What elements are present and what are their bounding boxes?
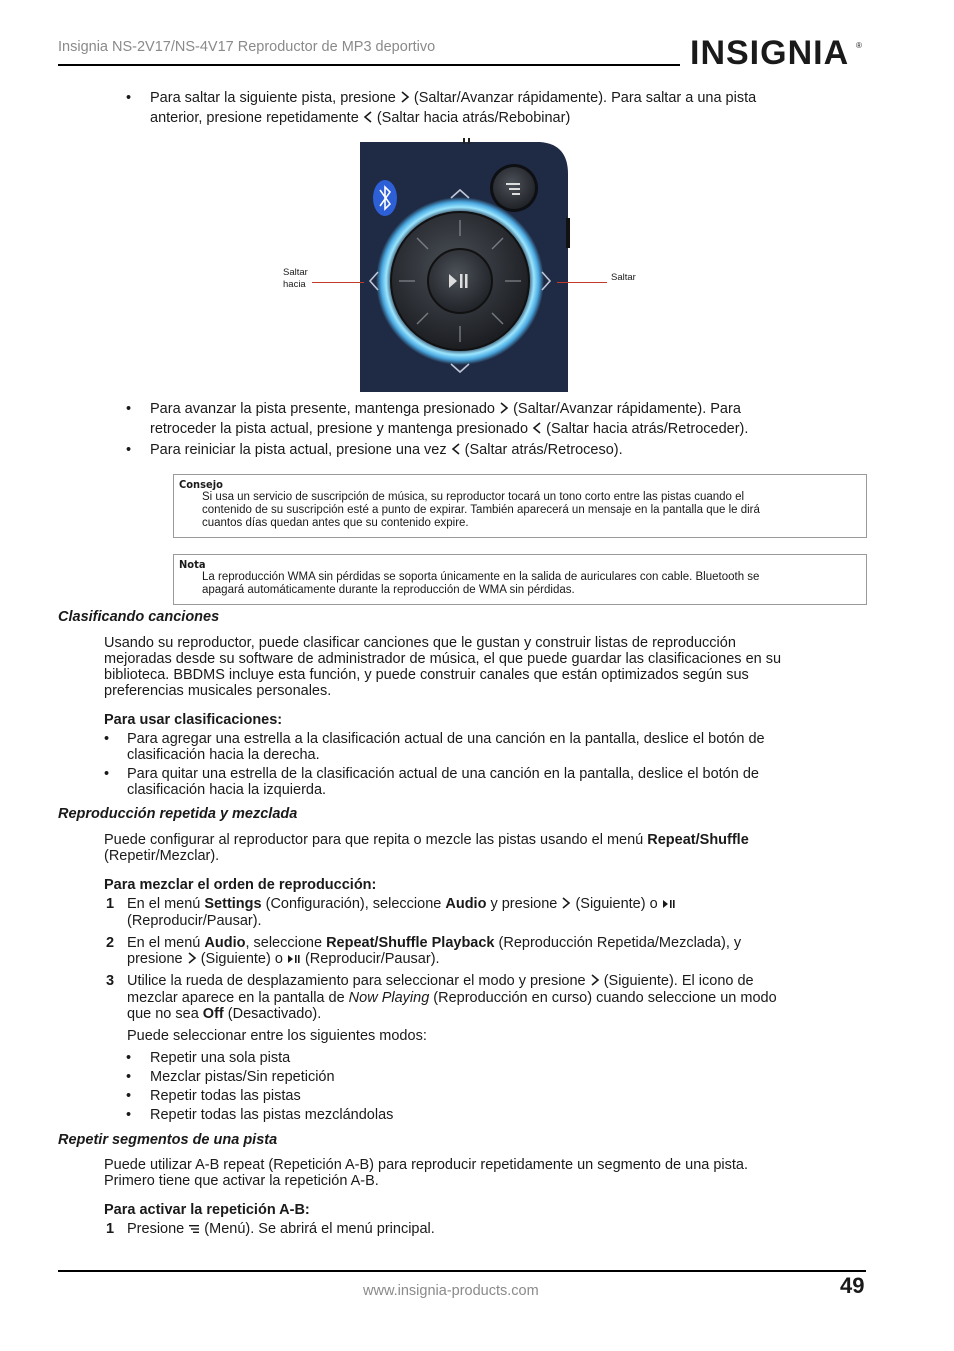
page-number: 49	[840, 1273, 865, 1298]
header-rule	[58, 64, 680, 66]
bullet-dot: •	[126, 90, 132, 106]
bullet-restart: Para reiniciar la pista actual, presione una vez (Saltar atrás/Retroceso).	[150, 442, 623, 458]
chevron-left-icon	[363, 111, 373, 127]
text: anterior, presione repetidamente	[150, 110, 359, 126]
play-pause-icon	[662, 897, 676, 913]
callout-line-right	[557, 282, 607, 283]
step-number: 1	[106, 1221, 115, 1237]
chevron-right-icon	[590, 974, 600, 990]
callout-label-left: Saltar hacia	[283, 267, 308, 290]
logo-wordmark: INSIGNIA	[690, 34, 850, 72]
text: (Saltar/Avanzar rápidamente). Para saltar a una pista	[413, 90, 757, 106]
shuffle-step-1: En el menú Settings (Configuración), seleccione Audio y presione (Siguiente) o (Reproducir/Pausar).	[127, 896, 857, 929]
list-item: • Repetir una sola pista	[126, 1050, 291, 1066]
menu-icon	[188, 1222, 200, 1238]
tip-text: Si usa un servicio de suscripción de música, su reproductor tocará un tono corto entre las pistas cuando el contenido de su suscripción esté a punto de expirar. También aparecerá un mensaje en la pantalla que le dirá cuantos días quedan antes que su contenido expire.	[202, 491, 760, 529]
intro-bullet	[150, 90, 850, 127]
list-item: • Repetir todas las pistas	[126, 1088, 301, 1104]
modes-list	[126, 1050, 826, 1126]
play-pause-icon	[287, 952, 301, 968]
section-heading-repeat: Reproducción repetida y mezclada	[58, 806, 298, 822]
ab-paragraph: Puede utilizar A-B repeat (Repetición A-B) para reproducir repetidamente un segmento de una pista. Primero tiene que activar la repetición A-B.	[104, 1157, 749, 1189]
tip-box	[173, 474, 867, 538]
logo-registered-mark: ®	[856, 41, 862, 50]
footer-url[interactable]: www.insignia-products.com	[363, 1283, 539, 1299]
bullet-dot: •	[126, 401, 132, 417]
chevron-left-icon	[451, 443, 461, 459]
rating-bullet-add: Para agregar una estrella a la clasificación actual de una canción en la pantalla, deslice el botón de clasificación hacia la derecha.	[127, 731, 765, 763]
text: Para saltar la siguiente pista, presione	[150, 90, 396, 106]
bullet-advance: Para avanzar la pista presente, mantenga presionado (Saltar/Avanzar rápidamente). Para retroceder la pista actual, presione y mantenga presionado (Saltar hacia atrás/Retroceder).	[150, 401, 749, 437]
shuffle-subhead: Para mezclar el orden de reproducción:	[104, 877, 377, 893]
ab-step-1: Presione (Menú). Se abrirá el menú principal.	[127, 1221, 435, 1237]
section-heading-rating: Clasificando canciones	[58, 609, 220, 625]
rating-bullet-remove: Para quitar una estrella de la clasificación actual de una canción en la pantalla, deslice el botón de clasificación hacia la izquierda.	[127, 766, 759, 798]
section-heading-ab: Repetir segmentos de una pista	[58, 1132, 278, 1148]
tip-title: Consejo	[179, 478, 223, 491]
step-number: 1	[106, 896, 115, 912]
note-box	[173, 554, 867, 605]
note-title: Nota	[179, 558, 206, 571]
callout-line-left	[312, 282, 364, 283]
chevron-right-icon	[400, 91, 410, 107]
device-figure	[360, 138, 570, 394]
bullet-dot: •	[104, 766, 110, 782]
list-item: • Mezclar pistas/Sin repetición	[126, 1069, 335, 1085]
footer-rule	[58, 1270, 866, 1272]
callout-label-right: Saltar	[611, 272, 636, 283]
step-number: 3	[106, 973, 115, 989]
list-item: • Repetir todas las pistas mezclándolas	[126, 1107, 394, 1123]
shuffle-step-3: Utilice la rueda de desplazamiento para seleccionar el modo y presione (Siguiente). El icono de mezclar aparece en la pantalla de Now Playing (Reproducción en curso) cuando seleccione un modo que no sea Off (Desactivado). Puede seleccionar entre los siguientes modos:	[127, 973, 857, 1044]
insignia-logo	[688, 26, 864, 74]
ab-subhead: Para activar la repetición A-B:	[104, 1202, 310, 1218]
rating-subhead: Para usar clasificaciones:	[104, 712, 283, 728]
bullet-dot: •	[104, 731, 110, 747]
bullet-dot: •	[126, 442, 132, 458]
repeat-paragraph: Puede configurar al reproductor para que repita o mezcle las pistas usando el menú Repeat/Shuffle (Repetir/Mezclar).	[104, 832, 749, 864]
chevron-right-icon	[561, 897, 571, 913]
step-number: 2	[106, 935, 115, 951]
chevron-left-icon	[532, 422, 542, 438]
modes-intro: Puede seleccionar entre los siguientes modos:	[127, 1028, 427, 1044]
header-title: Insignia NS-2V17/NS-4V17 Reproductor de MP3 deportivo	[58, 39, 436, 55]
rating-paragraph: Usando su reproductor, puede clasificar canciones que le gustan y construir listas de reproducción mejoradas desde su software de administrador de música, el que puede guardar las clasificaciones en su biblioteca. BBDMS incluye esta función, y puede construir canales que están optimizados según sus preferencias musicales personales.	[104, 635, 782, 699]
shuffle-step-2: En el menú Audio, seleccione Repeat/Shuffle Playback (Reproducción Repetida/Mezclada), y presione (Siguiente) o (Reproducir/Pausar).	[127, 935, 742, 967]
text: (Saltar hacia atrás/Rebobinar)	[376, 110, 571, 126]
note-text: La reproducción WMA sin pérdidas se soporta únicamente en la salida de auriculares con cable. Bluetooth se apagará automáticamente durante la reproducción de WMA sin pérdidas.	[202, 571, 760, 596]
chevron-right-icon	[187, 952, 197, 968]
chevron-right-icon	[499, 402, 509, 418]
